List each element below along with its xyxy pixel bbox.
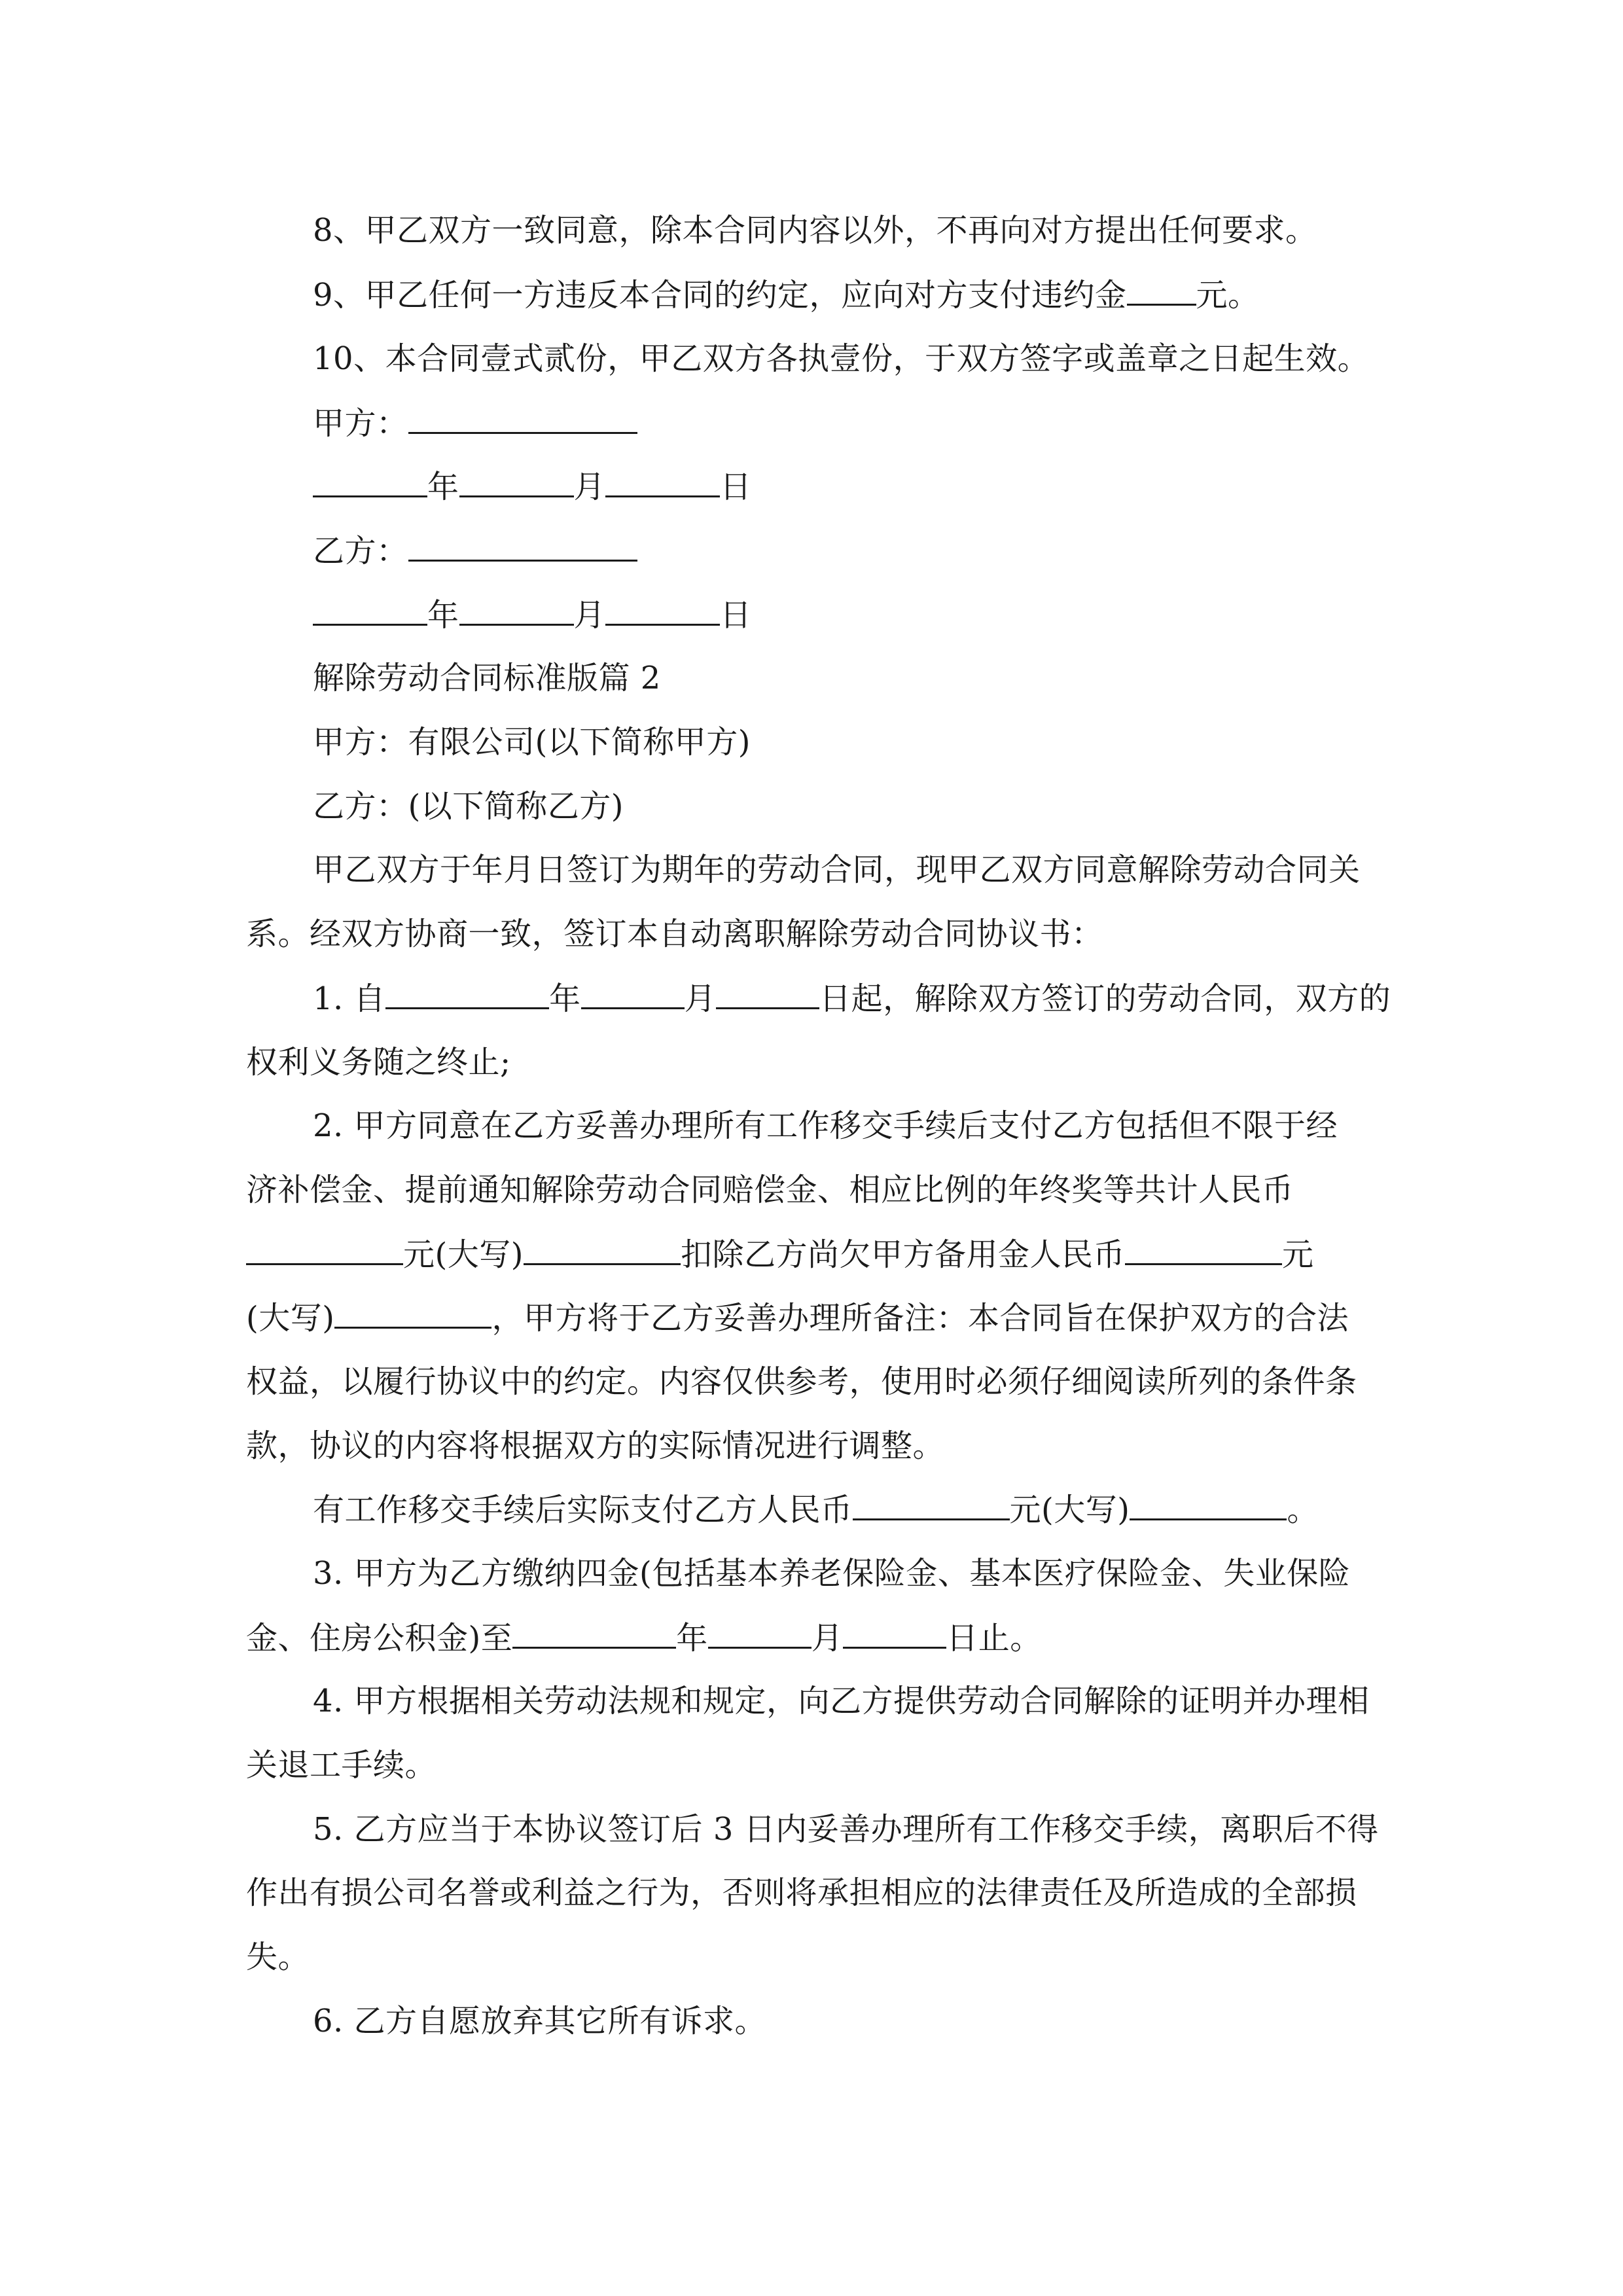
clause-2-line-3 bbox=[246, 1234, 1314, 1274]
clause-2-line-3-a: 元(大写) bbox=[403, 1236, 524, 1273]
party-a-month-blank bbox=[459, 467, 574, 497]
party-b-signature-line bbox=[313, 531, 637, 571]
party-a-year-blank bbox=[313, 467, 427, 497]
party-b-day-blank bbox=[605, 595, 720, 626]
clause-4-line-1: 4. 甲方根据相关劳动法规和规定，向乙方提供劳动合同解除的证明并办理相 bbox=[313, 1683, 1370, 1719]
day-label: 日 bbox=[720, 469, 752, 505]
clause-2-line-4-a: (大写) bbox=[246, 1300, 335, 1336]
deduction-words-blank bbox=[334, 1298, 491, 1329]
section-title: 解除劳动合同标准版篇 2 bbox=[313, 660, 661, 696]
total-amount-words-blank bbox=[524, 1234, 681, 1265]
clause-1-line-2: 权利义务随之终止; bbox=[246, 1044, 511, 1081]
clause-1-prefix: 1. 自 bbox=[313, 980, 386, 1017]
clause-9-unit: 元。 bbox=[1196, 277, 1260, 314]
clause-2-line-5: 权益，以履行协议中的约定。内容仅供参考，使用时必须仔细阅读所列的条件条 bbox=[246, 1363, 1357, 1400]
deduction-amount-blank bbox=[1125, 1234, 1282, 1265]
clause-2-line-6: 款，协议的内容将根据双方的实际情况进行调整。 bbox=[246, 1427, 945, 1464]
clause-2-line-7-a: 有工作移交手续后实际支付乙方人民币 bbox=[313, 1492, 853, 1528]
month-label: 月 bbox=[573, 597, 606, 634]
party-a-full: 甲方：有限公司(以下简称甲方) bbox=[313, 724, 751, 761]
party-a-signature-blank bbox=[408, 403, 637, 434]
penalty-amount-blank bbox=[1127, 275, 1196, 306]
day-label: 日 bbox=[720, 597, 752, 634]
party-b-date-line bbox=[313, 595, 752, 635]
clause-9 bbox=[313, 275, 1260, 315]
total-amount-blank bbox=[246, 1234, 403, 1265]
clause-6: 6. 乙方自愿放弃其它所有诉求。 bbox=[313, 2003, 767, 2039]
clause-1-day-blank bbox=[716, 978, 819, 1009]
clause-1-year-blank bbox=[385, 978, 549, 1009]
actual-payment-blank bbox=[853, 1490, 1010, 1520]
clause-5-line-2: 作出有损公司名誉或利益之行为，否则将承担相应的法律责任及所造成的全部损 bbox=[246, 1874, 1357, 1911]
clause-2-line-3-b: 扣除乙方尚欠甲方备用金人民币 bbox=[680, 1236, 1125, 1273]
month-label: 月 bbox=[684, 980, 717, 1017]
clause-2-line-7-b: 元(大写) bbox=[1009, 1492, 1130, 1528]
party-a-signature-line bbox=[313, 403, 637, 443]
clause-10: 10、本合同壹式贰份，甲乙双方各执壹份，于双方签字或盖章之日起生效。 bbox=[313, 340, 1370, 377]
clause-3-day-blank bbox=[843, 1618, 946, 1649]
clause-2-line-4-b: ，甲方将于乙方妥善办理所备注：本合同旨在保护双方的合法 bbox=[491, 1300, 1349, 1336]
clause-1-line-1 bbox=[313, 978, 1391, 1018]
party-a-label: 甲方： bbox=[313, 405, 408, 442]
month-label: 月 bbox=[573, 469, 606, 505]
clause-3-line-1: 3. 甲方为乙方缴纳四金(包括基本养老保险金、基本医疗保险金、失业保险 bbox=[313, 1555, 1351, 1592]
clause-5-line-1: 5. 乙方应当于本协议签订后 3 日内妥善办理所有工作移交手续，离职后不得 bbox=[313, 1811, 1379, 1848]
party-b-full: 乙方：(以下简称乙方) bbox=[313, 788, 624, 825]
clause-2-line-4 bbox=[246, 1298, 1349, 1338]
clause-9-text: 9、甲乙任何一方违反本合同的约定，应向对方支付违约金 bbox=[313, 277, 1127, 314]
year-label: 年 bbox=[676, 1620, 708, 1657]
clause-3-year-blank bbox=[512, 1618, 676, 1649]
clause-4-line-2: 关退工手续。 bbox=[246, 1747, 437, 1784]
clause-3-line-2-a: 金、住房公积金)至 bbox=[246, 1620, 513, 1657]
party-b-month-blank bbox=[459, 595, 574, 626]
party-b-label: 乙方： bbox=[313, 533, 408, 569]
clause-5-line-3: 失。 bbox=[246, 1939, 310, 1975]
actual-payment-words-blank bbox=[1130, 1490, 1287, 1520]
clause-2-line-7-c: 。 bbox=[1287, 1492, 1319, 1528]
clause-8: 8、甲乙双方一致同意，除本合同内容以外，不再向对方提出任何要求。 bbox=[313, 212, 1317, 249]
intro-line-1: 甲乙双方于年月日签订为期年的劳动合同，现甲乙双方同意解除劳动合同关 bbox=[313, 852, 1361, 888]
clause-2-line-7 bbox=[313, 1490, 1319, 1530]
clause-1-month-blank bbox=[581, 978, 685, 1009]
month-label: 月 bbox=[811, 1620, 844, 1657]
clause-2-line-1: 2. 甲方同意在乙方妥善办理所有工作移交手续后支付乙方包括但不限于经 bbox=[313, 1107, 1338, 1144]
clause-3-line-2 bbox=[246, 1618, 1042, 1658]
party-a-date-line bbox=[313, 467, 752, 507]
year-label: 年 bbox=[427, 597, 459, 634]
clause-2-line-3-c: 元 bbox=[1281, 1236, 1314, 1273]
party-a-day-blank bbox=[605, 467, 720, 497]
clause-1-suffix: 日起，解除双方签订的劳动合同，双方的 bbox=[819, 980, 1391, 1017]
clause-3-month-blank bbox=[708, 1618, 812, 1649]
year-label: 年 bbox=[549, 980, 581, 1017]
year-label: 年 bbox=[427, 469, 459, 505]
party-b-year-blank bbox=[313, 595, 427, 626]
intro-line-2: 系。经双方协商一致，签订本自动离职解除劳动合同协议书： bbox=[246, 916, 1103, 952]
clause-2-line-2: 济补偿金、提前通知解除劳动合同赔偿金、相应比例的年终奖等共计人民币 bbox=[246, 1172, 1294, 1208]
clause-3-line-2-b: 日止。 bbox=[946, 1620, 1042, 1657]
party-b-signature-blank bbox=[408, 531, 637, 562]
